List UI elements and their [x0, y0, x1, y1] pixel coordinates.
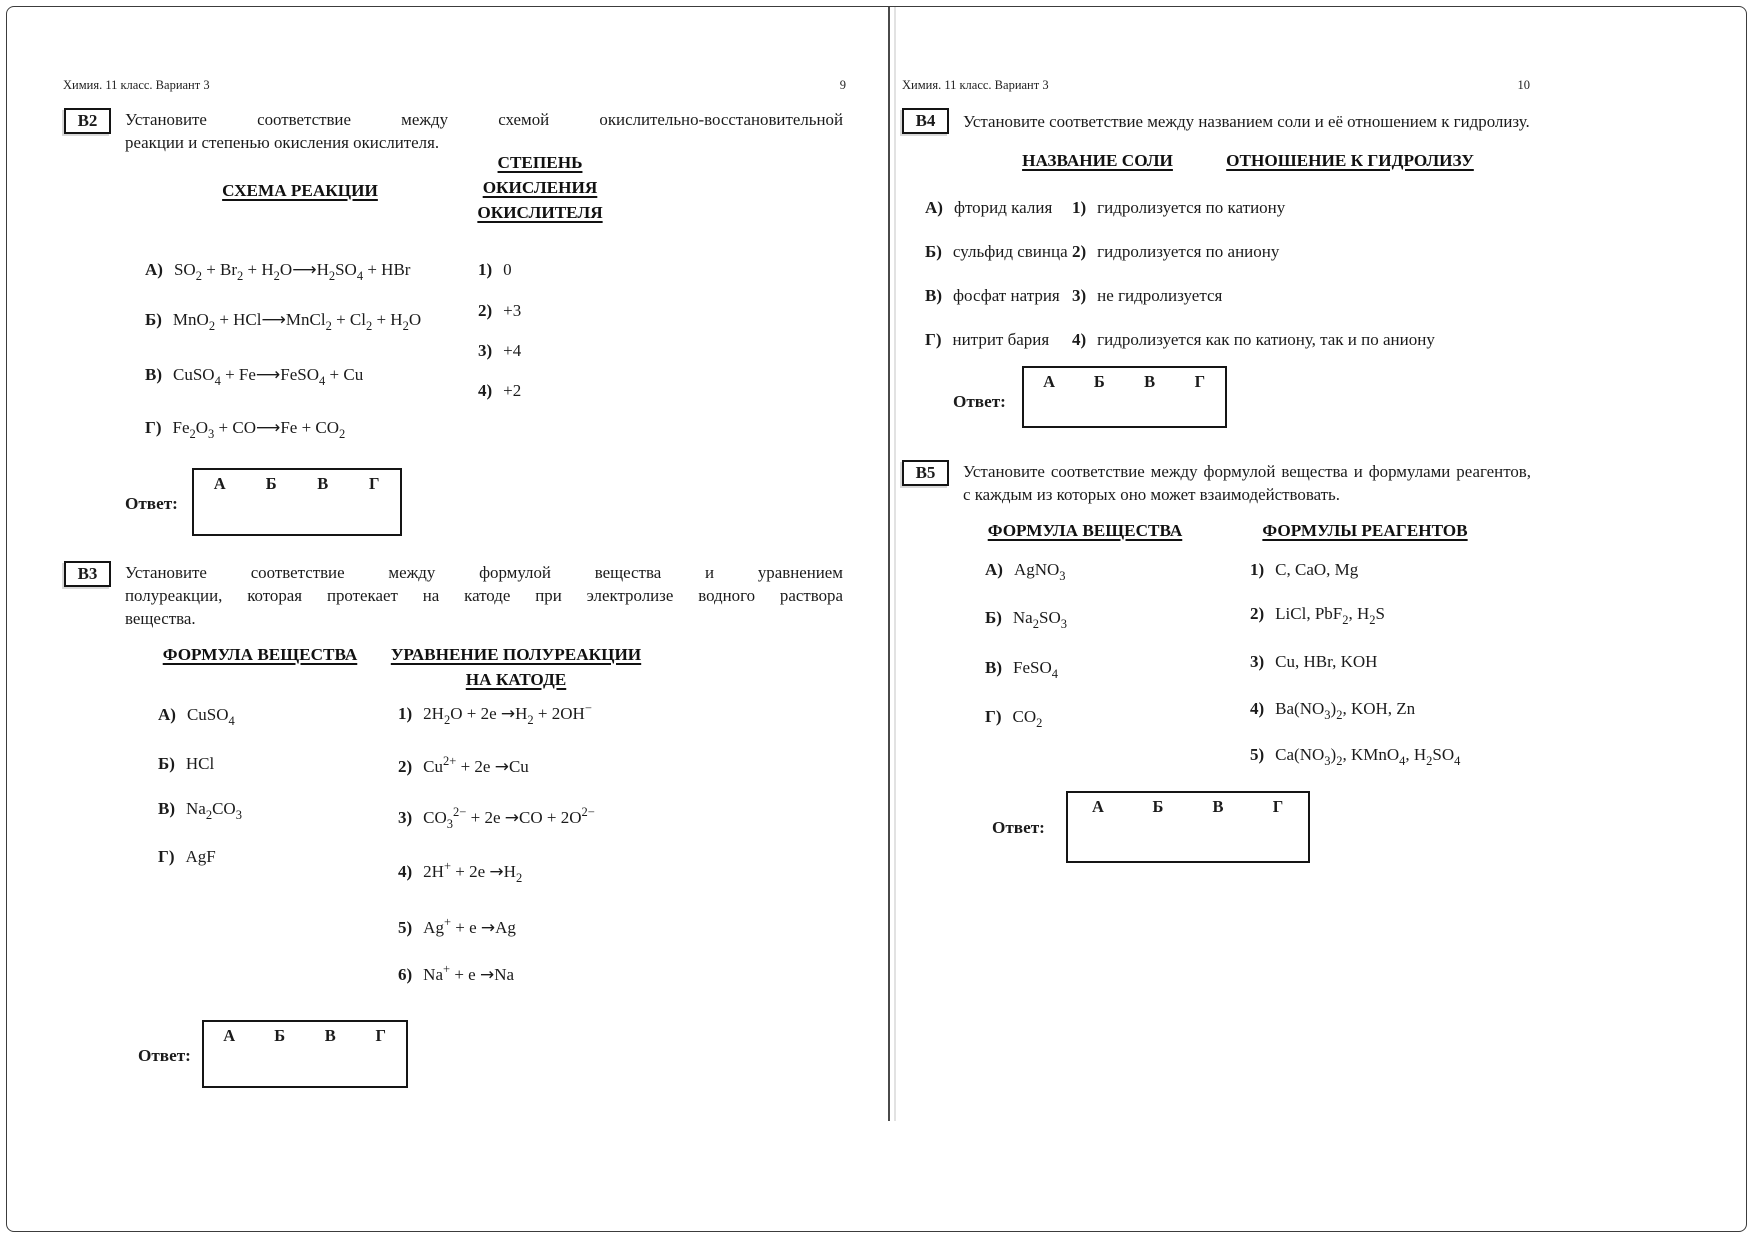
- right-page-header: Химия. 11 класс. Вариант 3: [902, 78, 1049, 92]
- option-text: +2: [503, 381, 522, 400]
- b4-column-header-right: ОТНОШЕНИЕ К ГИДРОЛИЗУ: [1226, 151, 1474, 170]
- prompt-line: вещества.: [125, 609, 196, 628]
- b4-item-row: [925, 328, 1049, 352]
- option-number: 2): [398, 757, 413, 776]
- b4-prompt: [963, 110, 1538, 133]
- b3-item-row: [158, 703, 235, 727]
- answer-grid-header-row: [1024, 368, 1225, 392]
- option-text: $Cu^{2+} + 2e \to Cu$: [423, 754, 529, 777]
- option-number: 1): [478, 260, 493, 279]
- answer-grid-header-row: [194, 470, 400, 494]
- prompt-line: реакции и степенью окисления окислителя.: [125, 133, 440, 152]
- item-formula: CuSO$_4$ + Fe⟶FeSO$_4$ + Cu: [173, 365, 364, 388]
- option-number: 3): [398, 808, 413, 827]
- b2-answer-label: Ответ:: [125, 494, 178, 513]
- right-page-number: 10: [1517, 78, 1530, 92]
- b5-item-row: [985, 705, 1042, 729]
- answer-input-area[interactable]: [1068, 821, 1308, 861]
- task-badge-b2: В2: [64, 108, 111, 134]
- item-letter: Г): [985, 707, 1002, 726]
- option-number: 3): [1250, 652, 1265, 671]
- option-text: LiCl, PbF$_2$, $H_2S$: [1275, 604, 1386, 627]
- b3-option-row: [398, 963, 514, 987]
- item-letter: А): [985, 560, 1003, 579]
- b2-item-row: [145, 258, 410, 282]
- option-number: 1): [1072, 198, 1087, 217]
- option-number: 4): [478, 381, 493, 400]
- answer-grid-header-cell: Г: [1194, 372, 1206, 391]
- option-text: +4: [503, 341, 522, 360]
- option-text: не гидролизуется: [1097, 286, 1223, 305]
- answer-grid-header-cell: Г: [369, 474, 380, 493]
- b3-column-header-left: ФОРМУЛА ВЕЩЕСТВА: [162, 645, 358, 664]
- b3-answer-grid: [202, 1020, 408, 1088]
- option-number: 5): [398, 918, 413, 937]
- option-number: 3): [478, 341, 493, 360]
- item-letter: А): [158, 705, 176, 724]
- answer-input-area[interactable]: [194, 498, 400, 534]
- item-text: нитрит бария: [952, 330, 1050, 349]
- b5-prompt: [963, 460, 1531, 506]
- b3-answer-label: Ответ:: [138, 1046, 191, 1065]
- item-formula: CuSO$_4$: [186, 705, 235, 728]
- b2-item-row: [145, 363, 363, 387]
- item-formula: $CO_2$: [1012, 707, 1043, 730]
- prompt-line: Установите соответствие между схемой окислительно-восстановительной: [125, 110, 843, 129]
- item-formula: HCl: [185, 754, 215, 773]
- b2-option-row: [478, 379, 521, 403]
- column-header-line: ОКИСЛИТЕЛЯ: [477, 203, 603, 222]
- item-letter: А): [925, 198, 943, 217]
- b2-column-header-left: СХЕМА РЕАКЦИИ: [222, 181, 378, 200]
- page-divider-line: [888, 7, 890, 1121]
- item-letter: Г): [925, 330, 942, 349]
- option-number: 2): [1072, 242, 1087, 261]
- option-text: гидролизуется как по катиону, так и по аниону: [1097, 330, 1435, 349]
- b5-column-header-left: ФОРМУЛА ВЕЩЕСТВА: [987, 521, 1183, 540]
- answer-grid-header-cell: А: [223, 1026, 236, 1045]
- item-letter: Б): [158, 754, 175, 773]
- item-formula: $Na_2CO_3$: [186, 799, 242, 822]
- answer-grid-header-cell: В: [1212, 797, 1224, 816]
- b5-answer-label: Ответ:: [992, 818, 1045, 837]
- option-text: C, CaO, Mg: [1275, 560, 1359, 579]
- task-badge-b5: В5: [902, 460, 949, 486]
- b4-column-header-left: НАЗВАНИЕ СОЛИ: [1022, 151, 1173, 170]
- item-letter: А): [145, 260, 163, 279]
- option-number: 1): [398, 704, 413, 723]
- b2-option-row: [478, 258, 512, 282]
- task-badge-b4: В4: [902, 108, 949, 134]
- b3-prompt: [125, 561, 843, 630]
- option-text: $2H_2O + 2e \to H_2 + 2OH^-$: [423, 701, 592, 727]
- answer-grid-header-cell: В: [324, 1026, 336, 1045]
- b5-answer-grid: [1066, 791, 1310, 863]
- b4-option-row: [1072, 240, 1279, 264]
- item-formula: $Na_2SO_3$: [1012, 608, 1067, 631]
- b3-item-row: [158, 797, 242, 821]
- column-header-line: УРАВНЕНИЕ ПОЛУРЕАКЦИИ: [390, 645, 642, 664]
- b5-column-header-right: ФОРМУЛЫ РЕАГЕНТОВ: [1262, 521, 1468, 540]
- b4-item-row: [925, 284, 1060, 308]
- prompt-line: полуреакции, которая протекает на катоде при электролизе водного раствора: [125, 586, 843, 605]
- option-number: 3): [1072, 286, 1087, 305]
- answer-grid-header-cell: Б: [1152, 797, 1164, 816]
- option-text: Cu, HBr, KOH: [1275, 652, 1378, 671]
- b5-option-row: [1250, 602, 1385, 626]
- item-letter: Г): [145, 418, 162, 437]
- option-text: $2H^+ + 2e \to H_2$: [423, 859, 523, 885]
- b4-answer-grid: [1022, 366, 1227, 428]
- item-formula: AgF: [185, 847, 216, 866]
- b2-item-row: [145, 416, 345, 440]
- option-text: $CO_3^{2-} + 2e \to CO + 2O^{2-}$: [423, 805, 595, 831]
- option-text: гидролизуется по аниону: [1097, 242, 1280, 261]
- column-header-line: СТЕПЕНЬ: [497, 153, 583, 172]
- b4-item-row: [925, 240, 1068, 264]
- answer-input-area[interactable]: [1024, 396, 1225, 426]
- column-header-line: НА КАТОДЕ: [465, 670, 567, 689]
- item-letter: Г): [158, 847, 175, 866]
- item-letter: Б): [925, 242, 942, 261]
- b5-option-row: [1250, 697, 1415, 721]
- b5-item-row: [985, 656, 1058, 680]
- b3-item-row: [158, 845, 216, 869]
- b5-item-row: [985, 606, 1067, 630]
- b2-answer-grid: [192, 468, 402, 536]
- item-formula: AgNO$_3$: [1013, 560, 1066, 583]
- answer-input-area[interactable]: [204, 1050, 406, 1086]
- option-text: Na+ + e →Na: [423, 962, 515, 985]
- b4-answer-label: Ответ:: [953, 392, 1006, 411]
- answer-grid-header-row: [204, 1022, 406, 1046]
- option-number: 2): [1250, 604, 1265, 623]
- b4-option-row: [1072, 196, 1285, 220]
- option-text: 0: [503, 260, 512, 279]
- left-page-header: Химия. 11 класс. Вариант 3: [63, 78, 210, 92]
- answer-grid-header-cell: Б: [265, 474, 277, 493]
- option-text: $Ba(NO_3)_2$, KOH, Zn: [1275, 699, 1416, 722]
- answer-grid-header-cell: А: [213, 474, 226, 493]
- answer-grid-header-row: [1068, 793, 1308, 817]
- option-number: 4): [1250, 699, 1265, 718]
- answer-grid-header-cell: В: [1144, 372, 1156, 391]
- page-divider-shadow: [894, 7, 896, 1121]
- item-text: сульфид свинца: [952, 242, 1068, 261]
- b5-option-row: [1250, 558, 1358, 582]
- prompt-line: Установите соответствие между формулой вещества и уравнением: [125, 563, 843, 582]
- option-text: $Ca(NO_3)_2$, KMnO$_4$, $H_2SO_4$: [1275, 745, 1461, 768]
- option-number: 1): [1250, 560, 1265, 579]
- b4-item-row: [925, 196, 1052, 220]
- item-letter: В): [145, 365, 162, 384]
- option-text: гидролизуется по катиону: [1097, 198, 1286, 217]
- option-number: 4): [1072, 330, 1087, 349]
- b3-option-row: [398, 860, 522, 884]
- b4-option-row: [1072, 284, 1222, 308]
- item-formula: FeSO$_4$: [1013, 658, 1058, 681]
- b4-option-row: [1072, 328, 1435, 352]
- option-number: 5): [1250, 745, 1265, 764]
- item-formula: MnO$_2$ + HCl⟶MnCl$_2$ + $Cl_2 + H_2O$: [172, 310, 422, 333]
- item-text: фторид калия: [953, 198, 1053, 217]
- b2-option-row: [478, 299, 521, 323]
- option-text: +3: [503, 301, 522, 320]
- option-text: Ag+ + e →Ag: [423, 915, 516, 938]
- b2-item-row: [145, 308, 421, 332]
- option-number: 6): [398, 965, 413, 984]
- answer-grid-header-cell: Г: [1272, 797, 1284, 816]
- item-letter: Б): [985, 608, 1002, 627]
- b3-option-row: [398, 755, 529, 779]
- b3-item-row: [158, 752, 214, 776]
- item-text: фосфат натрия: [953, 286, 1060, 305]
- prompt-line: с каждым из которых оно может взаимодействовать.: [963, 485, 1340, 504]
- item-formula: $SO_2 + Br_2$ + $H_2O⟶H_2SO_4$ + HBr: [173, 260, 411, 283]
- answer-grid-header-cell: Б: [274, 1026, 286, 1045]
- b3-option-row: [398, 806, 595, 830]
- option-number: 2): [478, 301, 493, 320]
- item-letter: В): [925, 286, 942, 305]
- item-letter: В): [158, 799, 175, 818]
- b5-item-row: [985, 558, 1066, 582]
- b2-prompt: [125, 108, 843, 154]
- answer-grid-header-cell: А: [1043, 372, 1056, 391]
- b2-option-row: [478, 339, 521, 363]
- item-formula: $Fe_2O_3$ + CO⟶Fe + $CO_2$: [172, 418, 346, 441]
- answer-grid-header-cell: Б: [1093, 372, 1105, 391]
- b3-option-row: [398, 702, 592, 726]
- answer-grid-header-cell: В: [317, 474, 329, 493]
- item-letter: В): [985, 658, 1002, 677]
- left-page-number: 9: [839, 78, 846, 92]
- column-header-line: ОКИСЛЕНИЯ: [482, 178, 598, 197]
- answer-grid-header-cell: Г: [375, 1026, 386, 1045]
- b5-option-row: [1250, 650, 1377, 674]
- b3-option-row: [398, 916, 516, 940]
- option-number: 4): [398, 862, 413, 881]
- item-letter: Б): [145, 310, 162, 329]
- b5-option-row: [1250, 743, 1460, 767]
- task-badge-b3: В3: [64, 561, 111, 587]
- prompt-line: Установите соответствие между названием соли и её отношением к гидролизу.: [963, 112, 1530, 131]
- b2-column-header-right: [455, 150, 625, 225]
- answer-grid-header-cell: А: [1092, 797, 1104, 816]
- b3-column-header-right: [378, 642, 654, 692]
- prompt-line: Установите соответствие между формулой вещества и формулами реагентов,: [963, 462, 1531, 481]
